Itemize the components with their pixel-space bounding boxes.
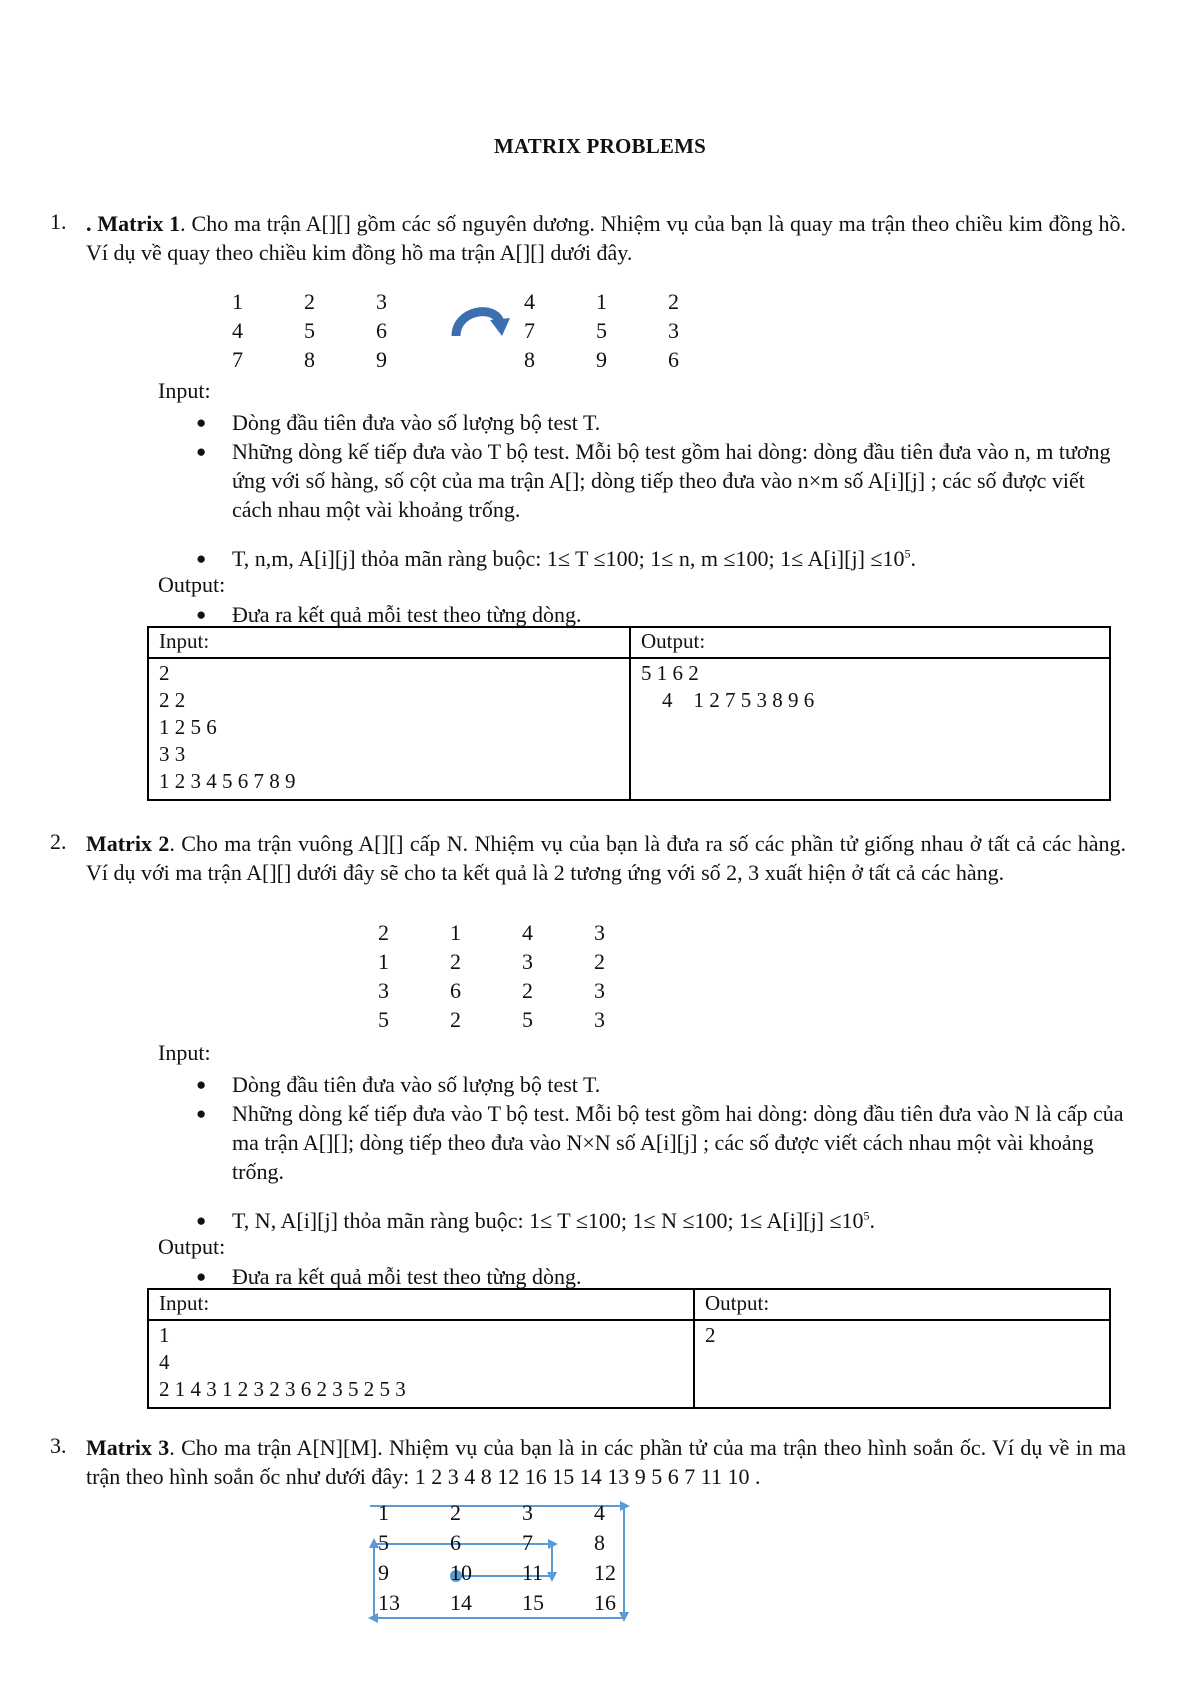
matrix-cell: 6: [450, 978, 461, 1003]
output-bullets: [196, 600, 1126, 629]
problem-name: Matrix 3: [86, 1435, 170, 1460]
problem-name: . Matrix 1: [86, 211, 181, 236]
output-label: Output:: [158, 572, 226, 597]
matrix-cell: 6: [450, 1530, 461, 1555]
matrix-cell: 3: [594, 1007, 605, 1032]
table-line: 4: [159, 1350, 170, 1374]
output-bullet: ● Đưa ra kết quả mỗi test theo từng dòng.: [196, 1262, 1126, 1291]
matrix-cell: 7: [232, 347, 243, 372]
table-line: 4 1 2 7 5 3 8 9 6: [641, 688, 815, 712]
input-bullet: ● Những dòng kế tiếp đưa vào T bộ test. Mỗi bộ test gồm hai dòng: dòng đầu tiên đưa vào n, m tương ứng với số hàng, số cột của ma trận A[]; dòng tiếp theo đưa vào n×m số A[i][j] ; các số được viết cách nhau một vài khoảng trống.: [196, 437, 1126, 524]
table-input-cell: [148, 1320, 694, 1408]
constraint-text: T, N, A[i][j] thỏa mãn ràng buộc: 1≤ T ≤100; 1≤ N ≤100; 1≤ A[i][j] ≤10: [232, 1208, 864, 1233]
table-line: 1 2 5 6: [159, 715, 217, 739]
problem-number: 2.: [50, 829, 67, 854]
input-bullet: ● Dòng đầu tiên đưa vào số lượng bộ test T.: [196, 408, 1126, 437]
problem-2-description: [86, 829, 1126, 887]
matrix-cell: 2: [668, 289, 679, 314]
matrix-cell: 6: [668, 347, 679, 372]
input-bullet: ● Dòng đầu tiên đưa vào số lượng bộ test T.: [196, 1070, 1126, 1099]
table-output-cell: [630, 658, 1110, 800]
problem-text: . Cho ma trận A[][] gồm các số nguyên dương. Nhiệm vụ của bạn là quay ma trận theo chiều kim đồng hồ. Ví dụ về quay theo chiều kim đồng hồ ma trận A[][] dưới đây.: [86, 211, 1126, 265]
matrix-cell: 8: [594, 1530, 605, 1555]
matrix-cell: 1: [378, 949, 389, 974]
example-matrix: [378, 920, 666, 1036]
matrix-cell: 5: [378, 1530, 389, 1555]
matrix-cell: 12: [594, 1560, 616, 1585]
table-line: 5 1 6 2: [641, 661, 699, 685]
matrix-cell: 10: [450, 1560, 472, 1585]
matrix-cell: 1: [378, 1500, 389, 1525]
matrix-cell: 4: [594, 1500, 605, 1525]
constraint-bullet: ● T, n,m, A[i][j] thỏa mãn ràng buộc: 1≤ T ≤100; 1≤ n, m ≤100; $1\le A[i][j] \le 10^5$.: [196, 544, 1126, 573]
matrix-cell: 4: [232, 318, 243, 343]
matrix-cell: 14: [450, 1590, 472, 1615]
matrix-cell: 11: [522, 1560, 544, 1585]
table-line: 2 2: [159, 688, 186, 712]
input-label: Input:: [158, 1040, 211, 1065]
output-bullets: [196, 1262, 1126, 1291]
matrix-cell: 13: [378, 1590, 400, 1615]
example-matrix-after: [524, 289, 740, 376]
table-line: 3 3: [159, 742, 186, 766]
matrix-cell: 2: [450, 1500, 461, 1525]
problem-text: . Cho ma trận vuông A[][] cấp N. Nhiệm vụ của bạn là đưa ra số các phần tử giống nhau ở tất cả các hàng. Ví dụ với ma trận A[][] dưới đây sẽ cho ta kết quả là 2 tương ứng với số 2, 3 xuất hiện ở tất cả các hàng.: [86, 831, 1127, 885]
table-output-header: Output:: [630, 627, 1110, 658]
io-example-table: [147, 626, 1111, 801]
matrix-cell: 1: [450, 920, 461, 945]
matrix-cell: 3: [594, 978, 605, 1003]
io-example-table: [147, 1288, 1111, 1409]
output-label: Output:: [158, 1234, 226, 1259]
input-bullets: [196, 408, 1126, 524]
table-output-cell: [694, 1320, 1110, 1408]
matrix-cell: 2: [450, 1007, 461, 1032]
matrix-cell: 9: [596, 347, 607, 372]
problem-number: 3.: [50, 1433, 67, 1458]
table-input-header: Input:: [148, 1289, 694, 1320]
problem-3-description: [86, 1433, 1126, 1491]
constraint-exponent: 5: [904, 546, 911, 561]
matrix-cell: 9: [378, 1560, 389, 1585]
matrix-cell: 4: [522, 920, 533, 945]
matrix-cell: 1: [596, 289, 607, 314]
matrix-cell: 8: [304, 347, 315, 372]
output-bullet: ● Đưa ra kết quả mỗi test theo từng dòng.: [196, 600, 1126, 629]
matrix-cell: 3: [668, 318, 679, 343]
matrix-cell: 2: [522, 978, 533, 1003]
table-line: 2: [705, 1323, 716, 1347]
problem-1-description: [86, 209, 1126, 267]
matrix-cell: 3: [522, 1500, 533, 1525]
matrix-cell: 16: [594, 1590, 616, 1615]
matrix-cell: 9: [376, 347, 387, 372]
table-line: 1 2 3 4 5 6 7 8 9: [159, 769, 296, 793]
constraint-text: T, n,m, A[i][j] thỏa mãn ràng buộc: 1≤ T ≤100; 1≤ n, m ≤100; 1≤ A[i][j] ≤10: [232, 546, 905, 571]
table-line: 2: [159, 661, 170, 685]
matrix-cell: 8: [524, 347, 535, 372]
page-title: MATRIX PROBLEMS: [493, 134, 707, 158]
matrix-cell: 1: [232, 289, 243, 314]
table-input-cell: [148, 658, 630, 800]
table-line: 2 1 4 3 1 2 3 2 3 6 2 3 5 2 5 3: [159, 1377, 406, 1401]
matrix-cell: 3: [522, 949, 533, 974]
matrix-cell: 2: [304, 289, 315, 314]
table-output-header: Output:: [694, 1289, 1110, 1320]
matrix-cell: 6: [376, 318, 387, 343]
constraint-bullet: ● T, N, A[i][j] thỏa mãn ràng buộc: 1≤ T ≤100; 1≤ N ≤100; $1\le A[i][j] \le 10^5$.: [196, 1206, 1126, 1235]
matrix-cell: 3: [376, 289, 387, 314]
matrix-cell: 2: [378, 920, 389, 945]
matrix-cell: 5: [304, 318, 315, 343]
matrix-cell: 4: [524, 289, 535, 314]
spiral-example-matrix: [378, 1500, 666, 1620]
clockwise-arrow-icon: [450, 298, 512, 340]
matrix-cell: 2: [594, 949, 605, 974]
matrix-cell: 3: [594, 920, 605, 945]
table-input-header: Input:: [148, 627, 630, 658]
matrix-cell: 5: [522, 1007, 533, 1032]
input-bullets: [196, 1070, 1126, 1186]
matrix-cell: 2: [450, 949, 461, 974]
input-label: Input:: [158, 378, 211, 403]
matrix-cell: 5: [596, 318, 607, 343]
matrix-cell: 5: [378, 1007, 389, 1032]
constraint-exponent: 5: [863, 1208, 870, 1223]
matrix-cell: 3: [378, 978, 389, 1003]
matrix-cell: 7: [522, 1530, 533, 1555]
input-bullet: ● Những dòng kế tiếp đưa vào T bộ test. Mỗi bộ test gồm hai dòng: dòng đầu tiên đưa vào N là cấp của ma trận A[][]; dòng tiếp theo đưa vào N×N số A[i][j] ; các số được viết cách nhau một vài khoảng trống.: [196, 1099, 1126, 1186]
problem-number: 1.: [50, 209, 67, 234]
table-line: 1: [159, 1323, 170, 1347]
problem-text: . Cho ma trận A[N][M]. Nhiệm vụ của bạn là in các phần tử của ma trận theo hình soắn ốc. Ví dụ về in ma trận theo hình soắn ốc như dưới đây: 1 2 3 4 8 12 16 15 14 13 9 5 6 7 11 10 .: [86, 1435, 1127, 1489]
matrix-cell: 15: [522, 1590, 544, 1615]
matrix-cell: 7: [524, 318, 535, 343]
problem-name: Matrix 2: [86, 831, 170, 856]
example-matrix-before: [232, 289, 448, 376]
